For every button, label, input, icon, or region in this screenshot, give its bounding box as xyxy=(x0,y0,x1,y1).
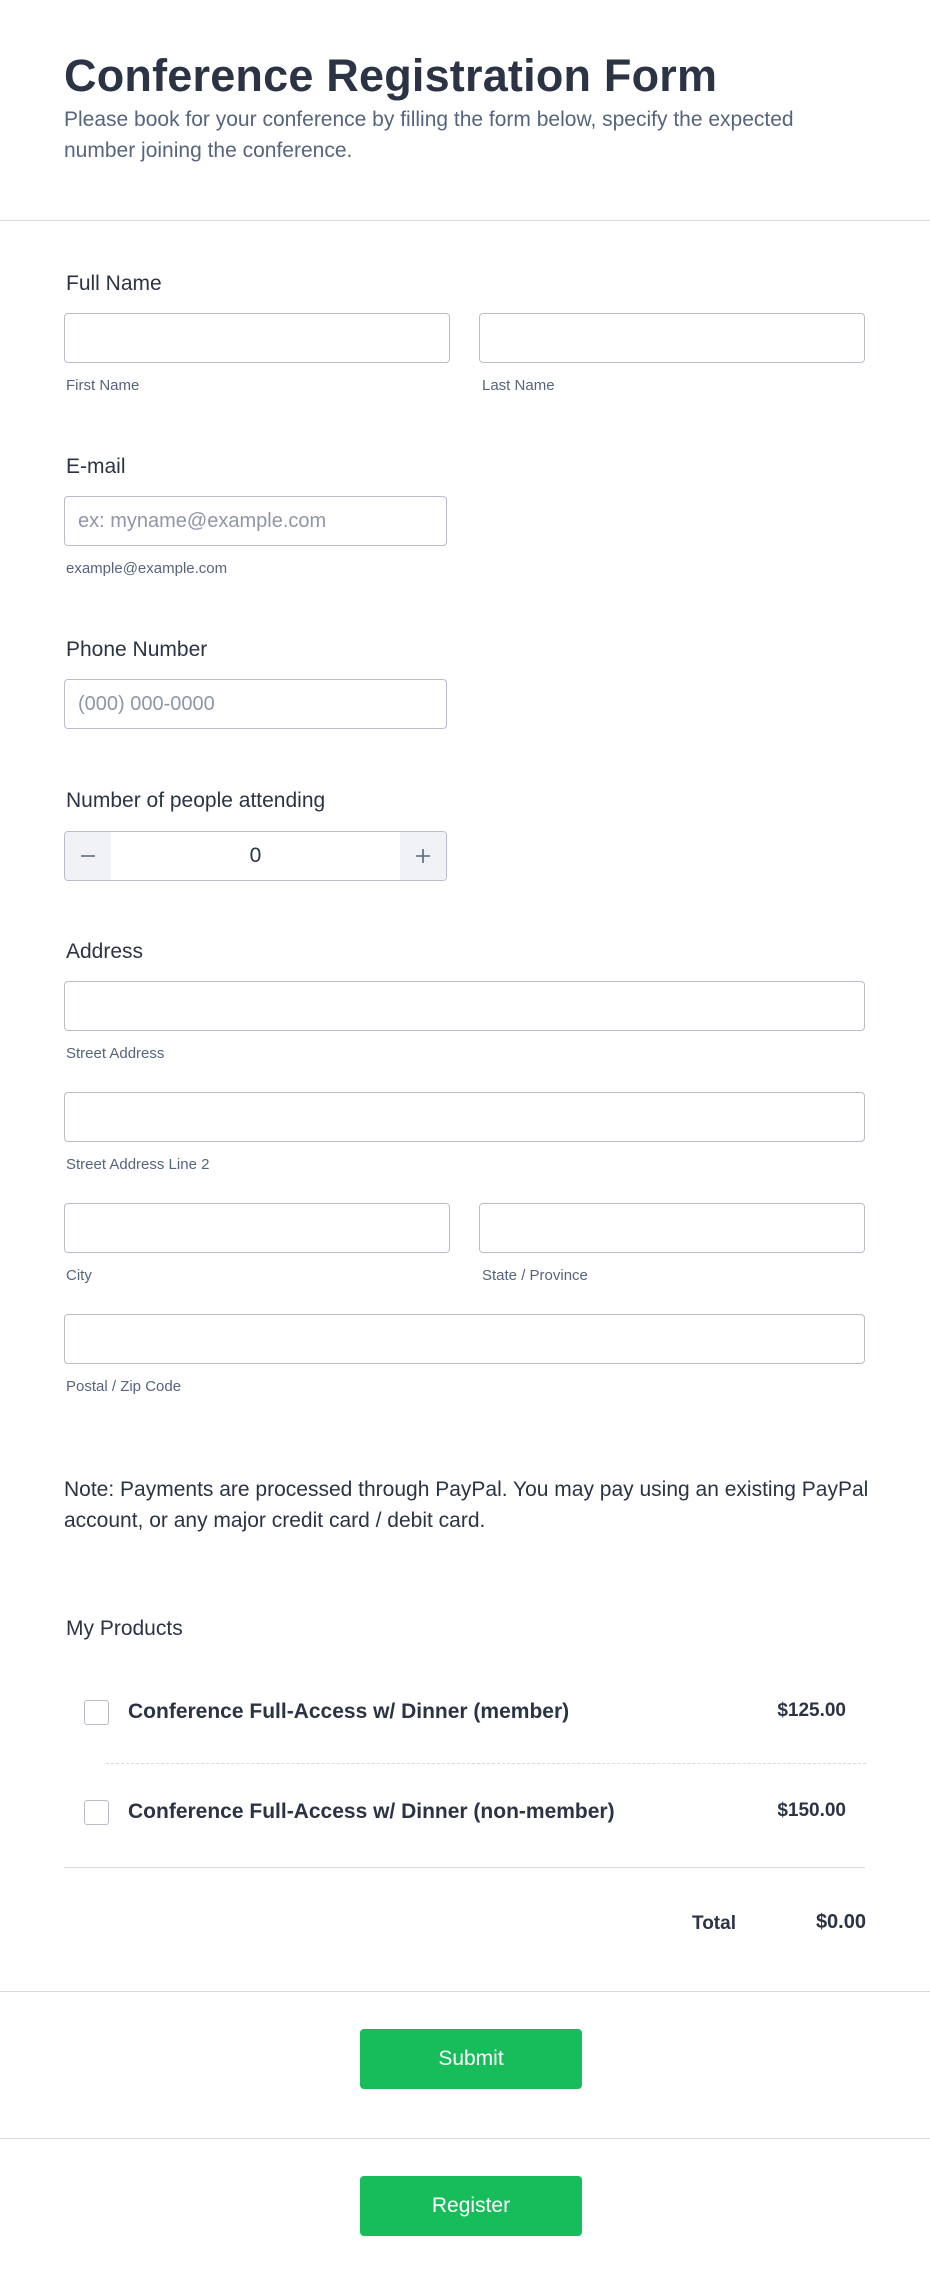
street-address-sublabel: Street Address xyxy=(66,1045,165,1062)
register-button[interactable]: Register xyxy=(360,2176,582,2236)
products-divider xyxy=(64,1867,865,1868)
last-name-sublabel: Last Name xyxy=(482,377,555,394)
city-input[interactable] xyxy=(64,1203,450,1253)
form-title: Conference Registration Form xyxy=(64,50,718,101)
city-sublabel: City xyxy=(66,1267,92,1284)
total-label: Total xyxy=(692,1913,736,1934)
street-address-line2-sublabel: Street Address Line 2 xyxy=(66,1156,210,1173)
email-label: E-mail xyxy=(66,455,126,478)
email-input[interactable] xyxy=(64,496,447,546)
submit-divider-bottom xyxy=(0,2138,930,2139)
last-name-input[interactable] xyxy=(479,313,865,363)
state-sublabel: State / Province xyxy=(482,1267,588,1284)
submit-divider-top xyxy=(0,1991,930,1992)
decrement-button[interactable] xyxy=(65,832,111,880)
total-value: $0.00 xyxy=(815,1911,866,1933)
attendees-label: Number of people attending xyxy=(66,789,326,812)
first-name-sublabel: First Name xyxy=(66,377,140,394)
product-checkbox-non-member[interactable] xyxy=(84,1800,109,1825)
phone-input[interactable] xyxy=(64,679,447,729)
product-name-member: Conference Full-Access w/ Dinner (member) xyxy=(128,1700,570,1723)
attendees-stepper xyxy=(64,831,447,881)
street-address-input[interactable] xyxy=(64,981,865,1031)
postal-code-sublabel: Postal / Zip Code xyxy=(66,1378,182,1395)
form-subtitle: Please book for your conference by filling the form below, specify the expected number joining the conference. xyxy=(64,108,794,162)
product-price-non-member: $150.00 xyxy=(777,1800,846,1821)
minus-icon xyxy=(79,847,97,865)
product-name-non-member: Conference Full-Access w/ Dinner (non-member) xyxy=(128,1800,615,1823)
product-price-member: $125.00 xyxy=(777,1700,846,1721)
submit-button[interactable]: Submit xyxy=(360,2029,582,2089)
products-label: My Products xyxy=(66,1617,183,1640)
phone-label: Phone Number xyxy=(66,638,208,661)
product-separator xyxy=(106,1763,866,1764)
increment-button[interactable] xyxy=(400,832,446,880)
product-checkbox-member[interactable] xyxy=(84,1700,109,1725)
postal-code-input[interactable] xyxy=(64,1314,865,1364)
attendees-input[interactable] xyxy=(111,832,400,880)
street-address-line2-input[interactable] xyxy=(64,1092,865,1142)
payment-note: Note: Payments are processed through PayPal. You may pay using an existing PayPal account, or any major credit card / debit card. xyxy=(64,1478,869,1532)
state-input[interactable] xyxy=(479,1203,865,1253)
full-name-label: Full Name xyxy=(66,272,162,295)
first-name-input[interactable] xyxy=(64,313,450,363)
plus-icon xyxy=(414,847,432,865)
header-divider xyxy=(0,220,930,221)
email-sublabel: example@example.com xyxy=(66,560,228,577)
address-label: Address xyxy=(66,940,144,963)
